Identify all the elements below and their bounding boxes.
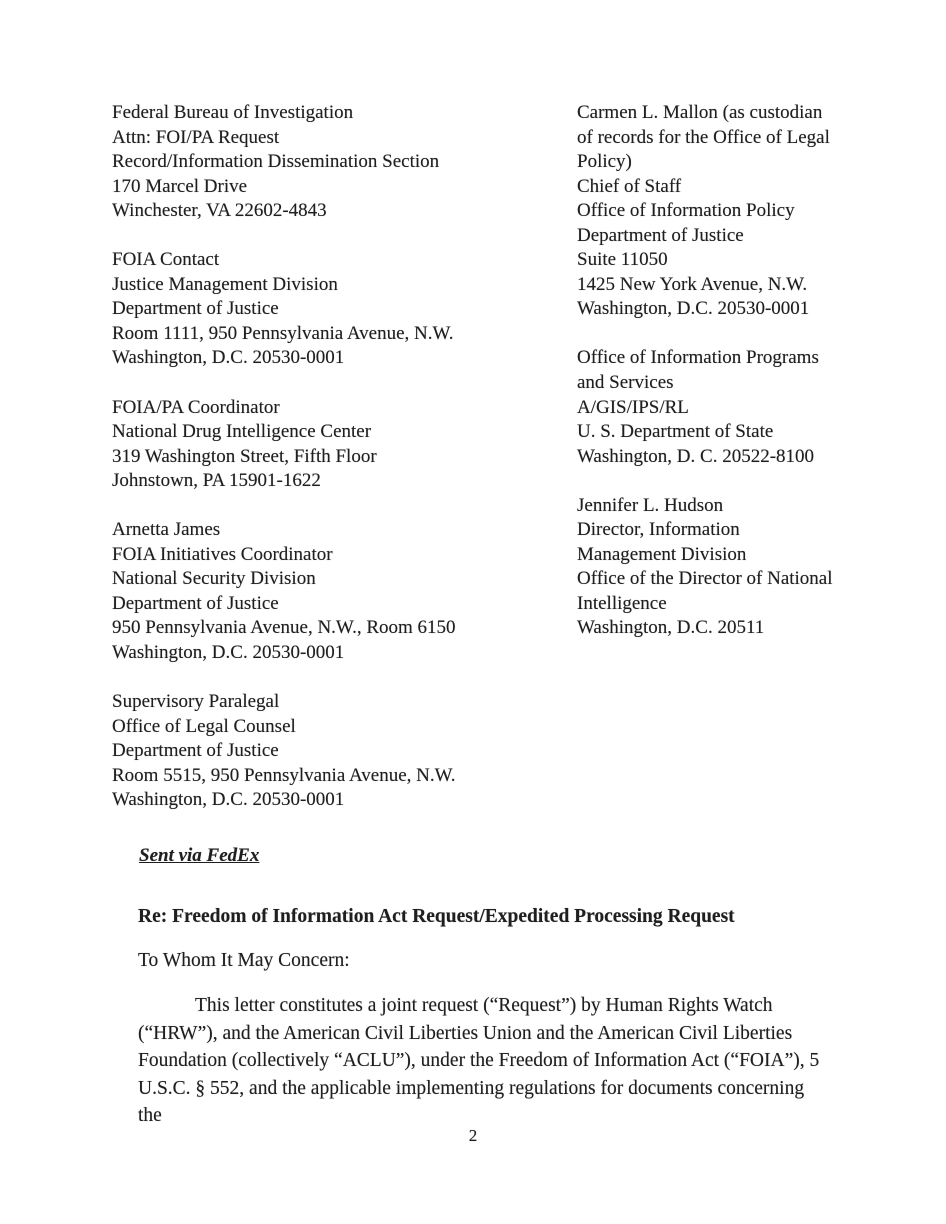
address-block <box>112 248 456 371</box>
address-line: Office of the Director of National <box>577 568 833 590</box>
address-line: Washington, D.C. 20530-0001 <box>112 789 345 811</box>
address-line: Federal Bureau of Investigation <box>112 102 354 123</box>
recipient-column-left <box>112 101 456 813</box>
address-line: Department of Justice <box>112 740 279 762</box>
address-line: Arnetta James <box>112 519 221 541</box>
address-line: Washington, D.C. 20530-0001 <box>112 347 345 369</box>
address-line: Management Division <box>577 543 747 565</box>
address-line: Room 1111, 950 Pennsylvania Avenue, N.W. <box>112 322 454 344</box>
address-line: Johnstown, PA 15901-1622 <box>112 470 321 492</box>
address-line: Director, Information <box>577 519 740 541</box>
address-line: Intelligence <box>577 592 667 614</box>
subject-line: Re: Freedom of Information Act Request/Expedited Processing Request <box>138 906 735 927</box>
address-line: A/GIS/IPS/RL <box>577 396 689 418</box>
address-block <box>112 396 456 494</box>
address-block <box>577 101 833 322</box>
page-number: 2 <box>468 1126 478 1145</box>
address-line: Record/Information Dissemination Section <box>112 151 440 173</box>
address-line: 950 Pennsylvania Avenue, N.W., Room 6150 <box>112 617 456 639</box>
address-block <box>112 101 456 224</box>
address-line: Office of Information Programs <box>577 347 819 369</box>
address-line: Winchester, VA 22602-4843 <box>112 200 327 222</box>
address-line: Attn: FOI/PA Request <box>112 126 280 148</box>
body-paragraph: This letter constitutes a joint request (“Request”) by Human Rights Watch (“HRW”), and the American Civil Liberties Union and the American Civil Liberties Foundation (collectively “ACLU”), under the Freedom of Information Act (“FOIA”), 5 U.S.C. § 552, and the applicable implementing regulations for documents concerning the <box>138 995 820 1127</box>
address-line: Carmen L. Mallon (as custodian <box>577 102 823 123</box>
delivery-note: Sent via FedEx <box>139 845 260 866</box>
address-line: Policy) <box>577 151 632 173</box>
salutation: To Whom It May Concern: <box>138 950 350 971</box>
address-line: Washington, D.C. 20511 <box>577 617 765 639</box>
address-line: Chief of Staff <box>577 175 682 197</box>
address-line: Office of Legal Counsel <box>112 715 296 737</box>
address-line: Department of Justice <box>112 298 279 320</box>
address-line: FOIA Initiatives Coordinator <box>112 543 333 565</box>
address-line: Justice Management Division <box>112 273 338 295</box>
address-line: FOIA Contact <box>112 249 220 271</box>
address-line: Jennifer L. Hudson <box>577 494 724 516</box>
address-block <box>577 494 833 641</box>
address-line: Room 5515, 950 Pennsylvania Avenue, N.W. <box>112 764 456 786</box>
address-line: National Security Division <box>112 568 316 590</box>
address-line: Suite 11050 <box>577 249 668 271</box>
address-line: Washington, D.C. 20530-0001 <box>577 298 810 320</box>
address-line: National Drug Intelligence Center <box>112 421 372 443</box>
address-line: U. S. Department of State <box>577 421 774 443</box>
address-line: Department of Justice <box>112 592 279 614</box>
address-line: Washington, D. C. 20522-8100 <box>577 445 815 467</box>
address-block <box>112 690 456 813</box>
address-line: 1425 New York Avenue, N.W. <box>577 273 808 295</box>
recipient-column-right <box>577 101 833 641</box>
address-line: 170 Marcel Drive <box>112 175 248 197</box>
address-line: Washington, D.C. 20530-0001 <box>112 642 345 664</box>
address-block <box>112 518 456 665</box>
address-block <box>577 346 833 469</box>
address-line: Department of Justice <box>577 224 744 246</box>
address-line: FOIA/PA Coordinator <box>112 396 280 418</box>
address-line: Supervisory Paralegal <box>112 691 280 713</box>
address-line: 319 Washington Street, Fifth Floor <box>112 445 377 467</box>
address-line: Office of Information Policy <box>577 200 795 222</box>
address-line: of records for the Office of Legal <box>577 126 830 148</box>
address-line: and Services <box>577 372 674 394</box>
